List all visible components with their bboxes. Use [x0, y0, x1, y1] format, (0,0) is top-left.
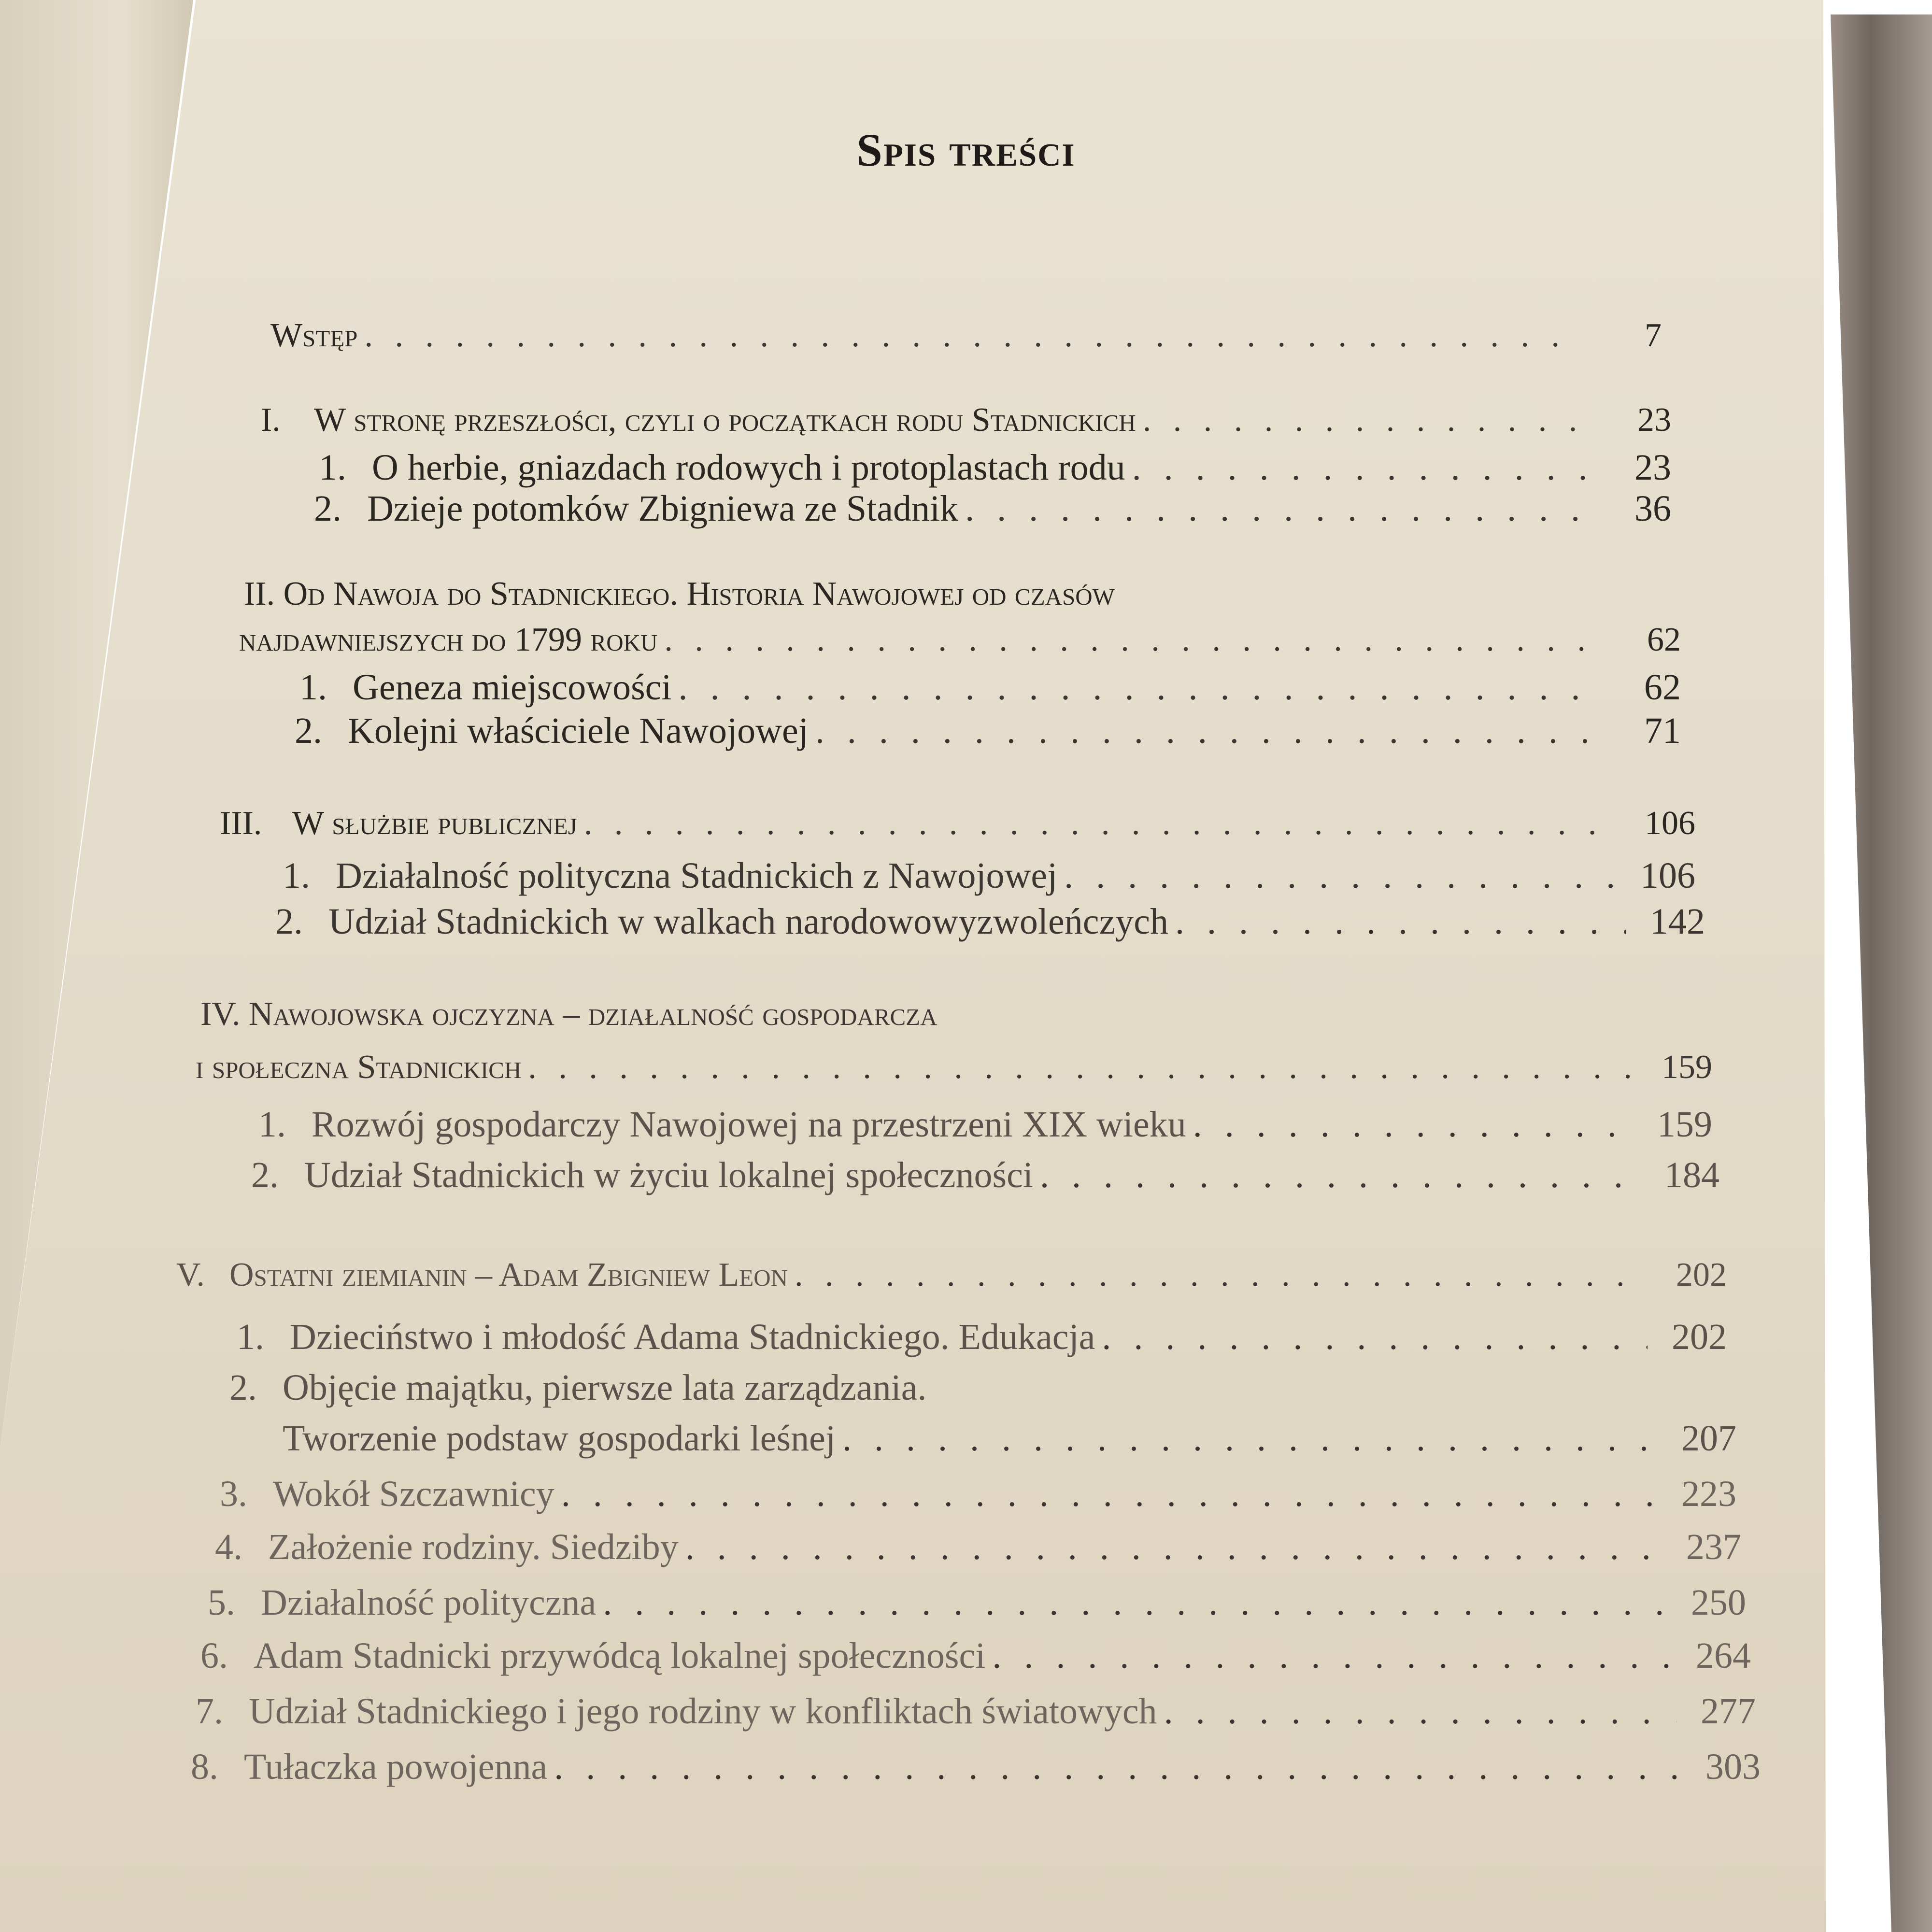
toc-entry-label-line1: Objęcie majątku, pierwsze lata zarządzania. — [283, 1367, 927, 1408]
toc-entry-section-2-1 — [299, 667, 1681, 709]
toc-page-number: 223 — [1681, 1474, 1736, 1514]
toc-leader-dots — [364, 316, 1582, 355]
toc-page-number: 106 — [1640, 855, 1695, 896]
toc-leader-dots — [1143, 401, 1592, 440]
toc-leader-dots — [842, 1418, 1657, 1460]
toc-page-number: 202 — [1676, 1256, 1727, 1293]
page-title: Spis treści — [856, 124, 1076, 176]
toc-entry-number: I. — [261, 401, 281, 439]
toc-leader-dots — [1064, 855, 1616, 897]
toc-entry-label: Kolejni właściciele Nawojowej — [348, 710, 809, 751]
toc-entry-section-4-2 — [251, 1154, 1719, 1196]
toc-leader-dots — [603, 1582, 1667, 1624]
toc-entry-section-5-6 — [200, 1635, 1751, 1677]
toc-leader-dots — [795, 1256, 1648, 1294]
toc-entry-number: 2. — [275, 901, 303, 942]
toc-entry-section-5-4 — [215, 1526, 1741, 1568]
toc-entry-number: 1. — [299, 667, 327, 708]
toc-leader-dots — [1193, 1104, 1633, 1146]
toc-entry-number: IV. — [200, 995, 241, 1033]
toc-entry-section-5-8 — [191, 1746, 1761, 1788]
toc-page-number: 237 — [1686, 1527, 1741, 1567]
toc-entry-label: Wokół Szczawnicy — [273, 1474, 554, 1514]
toc-entry-chapter-2 — [239, 621, 1681, 659]
toc-page-number: 23 — [1634, 447, 1671, 488]
toc-leader-dots — [992, 1635, 1672, 1677]
toc-entry-label: Założenie rodziny. Siedziby — [268, 1527, 679, 1567]
toc-entry-section-5-3 — [220, 1473, 1736, 1515]
toc-leader-dots — [584, 804, 1616, 843]
toc-entry-section-2-2 — [295, 710, 1681, 752]
toc-entry-label: Działalność polityczna — [261, 1582, 597, 1623]
toc-entry-section-3-1 — [283, 855, 1695, 897]
toc-entry-label-line1: Nawojowska ojczyzna – działalność gospodarcza — [248, 995, 938, 1033]
toc-page-number: 142 — [1650, 901, 1705, 942]
toc-entry-section-1-1 — [319, 447, 1671, 489]
toc-page-number: 159 — [1662, 1049, 1712, 1086]
toc-entry-section-1-2 — [314, 488, 1671, 530]
toc-entry-label: Udział Stadnickich w walkach narodowowyzwoleńczych — [328, 901, 1168, 942]
toc-entry-number: 2. — [251, 1155, 279, 1195]
toc-entry-label: Dzieciństwo i młodość Adama Stadnickiego. Edukacja — [290, 1317, 1095, 1357]
toc-entry-label: i społeczna Stadnickich — [196, 1049, 522, 1086]
toc-leader-dots — [664, 621, 1602, 659]
toc-entry-number: III. — [220, 805, 262, 842]
toc-entry-number: 2. — [295, 710, 322, 751]
toc-entry-chapter-3 — [220, 804, 1695, 843]
toc-entry-section-5-2-line1 — [229, 1367, 926, 1409]
toc-entry-number: 1. — [283, 855, 310, 896]
toc-leader-dots — [1175, 901, 1626, 943]
toc-entry-section-5-1 — [237, 1316, 1727, 1358]
toc-page-number: 23 — [1637, 401, 1671, 439]
toc-entry-chapter-5 — [176, 1256, 1727, 1294]
toc-page-number: 62 — [1644, 667, 1681, 708]
toc-leader-dots — [679, 667, 1602, 709]
toc-entry-number: 5. — [208, 1582, 235, 1623]
toc-page-number: 277 — [1701, 1691, 1756, 1732]
toc-entry-number: 1. — [237, 1317, 264, 1357]
toc-entry-label: Tułaczka powojenna — [244, 1747, 548, 1787]
toc-entry-label: Dzieje potomków Zbigniewa ze Stadnik — [367, 488, 959, 529]
toc-entry-label: Wstęp — [270, 317, 358, 354]
toc-entry-chapter-1 — [261, 401, 1671, 440]
toc-leader-dots — [1102, 1316, 1648, 1358]
toc-entry-chapter-4-heading — [200, 995, 937, 1034]
toc-page-number: 7 — [1645, 317, 1662, 354]
toc-entry-chapter-2-heading — [244, 575, 1115, 613]
toc-entry-label: Udział Stadnickiego i jego rodziny w konfliktach światowych — [249, 1691, 1157, 1732]
toc-page-number: 62 — [1647, 621, 1681, 658]
toc-page-number: 184 — [1664, 1155, 1719, 1195]
toc-entry-label: Udział Stadnickich w życiu lokalnej społeczności — [304, 1155, 1033, 1195]
toc-leader-dots — [1164, 1690, 1676, 1733]
toc-entry-number: 6. — [200, 1635, 228, 1676]
toc-page-number: 36 — [1634, 488, 1671, 529]
toc-entry-number: 8. — [191, 1747, 218, 1787]
toc-entry-number: II. — [244, 575, 275, 612]
toc-leader-dots — [1132, 447, 1592, 489]
toc-leader-dots — [554, 1746, 1681, 1788]
toc-entry-number: 2. — [314, 488, 341, 529]
toc-entry-number: 2. — [229, 1367, 257, 1408]
toc-entry-label: Ostatni ziemianin – Adam Zbigniew Leon — [229, 1256, 788, 1293]
toc-page-number: 159 — [1657, 1104, 1712, 1145]
toc-page-number: 250 — [1691, 1582, 1746, 1623]
toc-entry-number: 1. — [258, 1104, 286, 1145]
toc-page-number: 207 — [1681, 1418, 1736, 1459]
toc-leader-dots — [528, 1048, 1633, 1087]
toc-entry-label: W służbie publicznej — [292, 805, 577, 842]
toc-entry-number: 3. — [220, 1474, 247, 1514]
toc-leader-dots — [685, 1526, 1662, 1568]
toc-entry-label: Działalność polityczna Stadnickich z Nawojowej — [336, 855, 1058, 896]
toc-entry-section-3-2 — [275, 901, 1705, 943]
toc-entry-section-5-2 — [283, 1418, 1736, 1460]
toc-entry-number: 4. — [215, 1527, 242, 1567]
toc-entry-label: Geneza miejscowości — [353, 667, 672, 708]
toc-entry-label-line1: Od Nawoja do Stadnickiego. Historia Nawojowej od czasów — [283, 575, 1115, 612]
toc-entry-wstep — [270, 316, 1662, 355]
toc-entry-label: W stronę przeszłości, czyli o początkach rodu Stadnickich — [314, 401, 1136, 439]
toc-page-number: 303 — [1705, 1747, 1761, 1787]
toc-entry-label: najdawniejszych do 1799 roku — [239, 621, 658, 658]
toc-entry-section-5-7 — [196, 1690, 1756, 1733]
toc-page-number: 71 — [1644, 710, 1681, 751]
toc-entry-chapter-4 — [196, 1048, 1712, 1087]
toc-entry-number: V. — [176, 1256, 205, 1293]
toc-leader-dots — [965, 488, 1592, 530]
toc-entry-label: O herbie, gniazdach rodowych i protoplastach rodu — [372, 447, 1125, 488]
toc-leader-dots — [561, 1473, 1657, 1515]
toc-entry-label: Rozwój gospodarczy Nawojowej na przestrzeni XIX wieku — [312, 1104, 1186, 1145]
toc-entry-section-4-1 — [258, 1104, 1712, 1146]
toc-entry-number: 7. — [196, 1691, 223, 1732]
toc-entry-label: Tworzenie podstaw gospodarki leśnej — [283, 1418, 836, 1459]
toc-page-number: 202 — [1672, 1317, 1727, 1357]
toc-entry-label: Adam Stadnicki przywódcą lokalnej społeczności — [254, 1635, 986, 1676]
toc-entry-number: 1. — [319, 447, 346, 488]
toc-leader-dots — [815, 710, 1602, 752]
toc-page-number: 264 — [1696, 1635, 1751, 1676]
toc-page-number: 106 — [1645, 805, 1695, 842]
toc-entry-section-5-5 — [208, 1582, 1746, 1624]
toc-leader-dots — [1040, 1154, 1640, 1196]
